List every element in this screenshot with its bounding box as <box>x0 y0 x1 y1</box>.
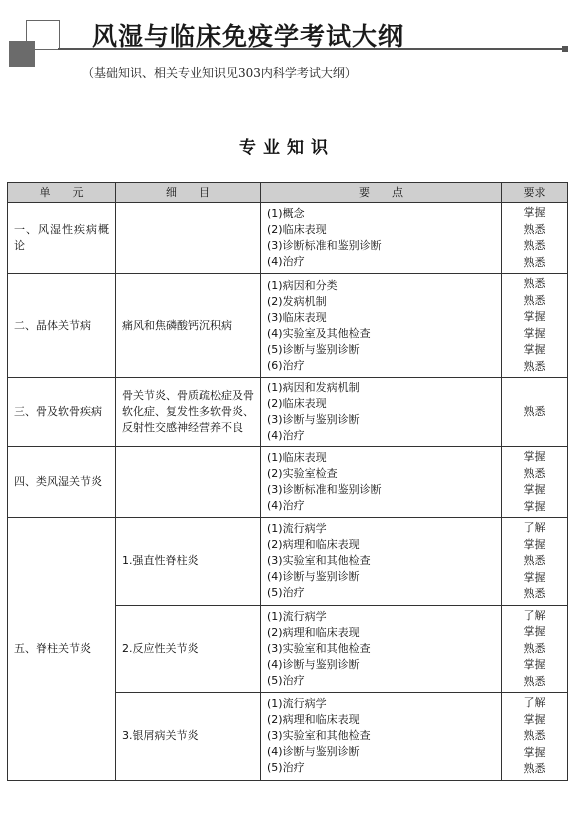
point-line: (2)实验室检查 <box>267 467 338 480</box>
requirement-line: 掌握 <box>523 499 546 513</box>
point-line: (4)治疗 <box>267 429 305 442</box>
requirement-line: 了解 <box>523 608 546 622</box>
requirement-line: 熟悉 <box>523 222 546 236</box>
document-subtitle: （基础知识、相关专业知识见303内科学考试大纲） <box>82 66 357 80</box>
point-line: (1)概念 <box>267 207 305 220</box>
point-line: (3)诊断标准和鉴别诊断 <box>267 239 382 252</box>
requirement-cell <box>502 605 568 693</box>
requirement-cell <box>502 447 568 518</box>
column-header-item: 细 目 <box>116 183 261 203</box>
requirement-line: 熟悉 <box>523 674 546 688</box>
point-line: (3)诊断标准和鉴别诊断 <box>267 483 382 496</box>
column-header-points: 要 点 <box>261 183 502 203</box>
item-cell: 痛风和焦磷酸钙沉积病 <box>116 274 261 378</box>
point-line: (1)流行病学 <box>267 522 327 536</box>
requirement-cell <box>502 518 568 606</box>
point-line: (5)治疗 <box>267 673 305 687</box>
unit-cell: 五、脊柱关节炎 <box>8 518 116 781</box>
unit-cell: 三、骨及软骨疾病 <box>8 378 116 447</box>
point-line: (3)临床表现 <box>267 310 327 324</box>
title-decoration-filled-square <box>9 41 35 67</box>
requirement-line: 掌握 <box>523 712 546 726</box>
section-title: 专业知识 <box>239 138 335 158</box>
column-header-requirement: 要求 <box>502 183 568 203</box>
requirement-line: 熟悉 <box>523 293 546 307</box>
requirement-line: 熟悉 <box>523 239 546 252</box>
requirement-line: 掌握 <box>523 570 546 584</box>
table-row <box>8 447 568 518</box>
point-line: (2)病理和临床表现 <box>267 713 360 727</box>
requirement-line: 了解 <box>523 696 546 709</box>
point-line: (1)病因和发病机制 <box>267 381 360 394</box>
item-cell: 骨关节炎、骨质疏松症及骨软化症、复发性多软骨炎、反射性交感神经营养不良 <box>116 378 261 447</box>
points-cell <box>261 693 502 781</box>
requirement-line: 掌握 <box>523 450 546 463</box>
table-header-row <box>8 183 568 203</box>
requirement-line: 熟悉 <box>523 641 546 655</box>
point-line: (6)治疗 <box>267 358 305 372</box>
table-row <box>8 518 568 606</box>
unit-cell: 四、类风湿关节炎 <box>8 447 116 518</box>
item-cell: 3.银屑病关节炎 <box>116 693 261 781</box>
point-line: (4)治疗 <box>267 499 305 512</box>
unit-cell: 二、晶体关节病 <box>8 274 116 378</box>
point-line: (2)临床表现 <box>267 223 327 236</box>
requirement-cell <box>502 274 568 378</box>
point-line: (1)临床表现 <box>267 451 327 464</box>
point-line: (5)诊断与鉴别诊断 <box>267 342 360 356</box>
table-row <box>8 274 568 378</box>
point-line: (5)治疗 <box>267 761 305 775</box>
point-line: (1)流行病学 <box>267 609 327 623</box>
requirement-line: 熟悉 <box>523 359 546 373</box>
requirement-cell <box>502 378 568 447</box>
table-row <box>8 203 568 274</box>
item-cell: 1.强直性脊柱炎 <box>116 518 261 606</box>
requirement-line: 熟悉 <box>523 255 546 269</box>
point-line: (3)实验室和其他检查 <box>267 729 371 743</box>
points-cell <box>261 447 502 518</box>
requirement-line: 熟悉 <box>523 729 546 742</box>
requirement-cell <box>502 203 568 274</box>
point-line: (2)临床表现 <box>267 397 327 410</box>
document-title: 风湿与临床免疫学考试大纲 <box>92 22 405 51</box>
point-line: (4)诊断与鉴别诊断 <box>267 745 360 759</box>
point-line: (2)病理和临床表现 <box>267 538 360 552</box>
point-line: (1)流行病学 <box>267 697 327 711</box>
requirement-line: 掌握 <box>523 310 546 323</box>
requirement-line: 熟悉 <box>523 466 546 480</box>
point-line: (3)实验室和其他检查 <box>267 554 371 568</box>
item-cell: 2.反应性关节炎 <box>116 605 261 693</box>
requirement-line: 熟悉 <box>523 404 546 418</box>
point-line: (4)诊断与鉴别诊断 <box>267 570 360 584</box>
point-line: (5)治疗 <box>267 586 305 600</box>
requirement-line: 掌握 <box>523 625 546 638</box>
point-line: (2)发病机制 <box>267 294 327 308</box>
requirement-line: 掌握 <box>523 537 546 551</box>
table-row <box>8 378 568 447</box>
item-cell <box>116 203 261 274</box>
item-cell <box>116 447 261 518</box>
points-cell <box>261 274 502 378</box>
title-underline-end-mark <box>562 46 568 52</box>
requirement-line: 掌握 <box>523 745 546 759</box>
requirement-line: 熟悉 <box>523 277 546 290</box>
points-cell <box>261 518 502 606</box>
requirement-line: 掌握 <box>523 483 546 496</box>
point-line: (4)实验室及其他检查 <box>267 326 371 340</box>
point-line: (3)诊断与鉴别诊断 <box>267 413 360 426</box>
point-line: (4)治疗 <box>267 255 305 268</box>
syllabus-table <box>7 182 568 781</box>
requirement-line: 熟悉 <box>523 554 546 567</box>
column-header-unit: 单 元 <box>8 183 116 203</box>
point-line: (1)病因和分类 <box>267 278 338 292</box>
requirement-line: 了解 <box>523 521 546 534</box>
requirement-line: 掌握 <box>523 206 546 219</box>
points-cell <box>261 378 502 447</box>
point-line: (2)病理和临床表现 <box>267 625 360 639</box>
point-line: (4)诊断与鉴别诊断 <box>267 657 360 671</box>
requirement-cell <box>502 693 568 781</box>
points-cell <box>261 605 502 693</box>
unit-cell: 一、风湿性疾病概论 <box>8 203 116 274</box>
points-cell <box>261 203 502 274</box>
requirement-line: 掌握 <box>523 326 546 340</box>
point-line: (3)实验室和其他检查 <box>267 641 371 655</box>
requirement-line: 熟悉 <box>523 762 546 775</box>
requirement-line: 掌握 <box>523 658 546 671</box>
requirement-line: 熟悉 <box>523 587 546 600</box>
requirement-line: 掌握 <box>523 343 546 356</box>
